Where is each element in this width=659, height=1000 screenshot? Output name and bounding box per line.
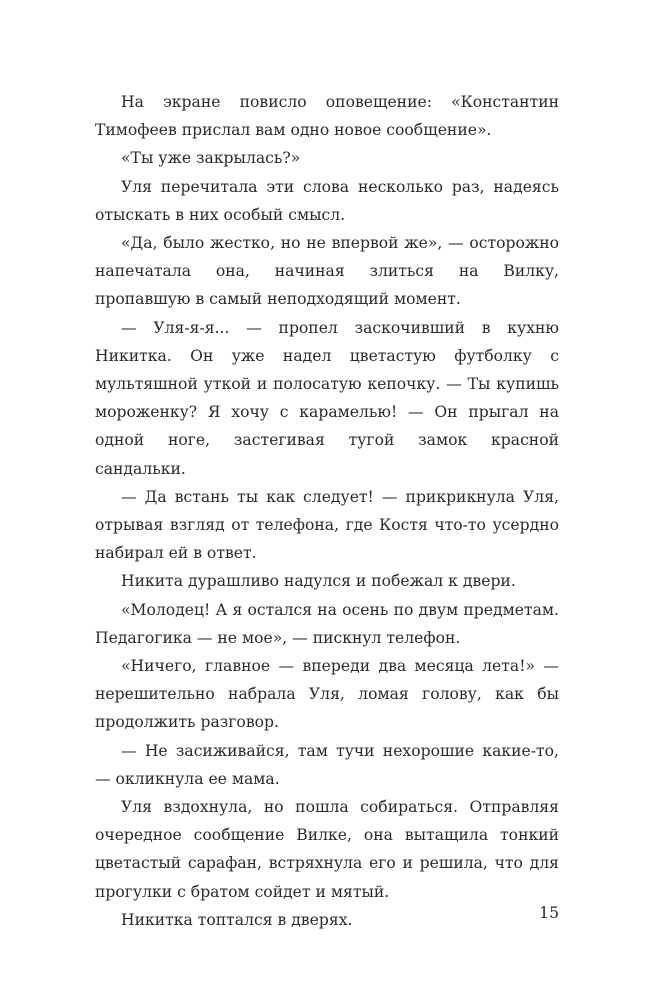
paragraph: — Не засиживайся, там тучи нехорошие какие-то, — окликнула ее мама.: [95, 741, 559, 788]
paragraph: «Да, было жестко, но не впервой же», — осторожно напечатала она, начиная злиться на Вилку, пропавшую в самый неподходящий момент.: [95, 234, 559, 309]
paragraph: «Молодец! А я остался на осень по двум предметам. Педагогика — не мое», — пискнул телефон.: [95, 600, 559, 647]
paragraph: «Ты уже закрылась?»: [121, 149, 301, 168]
page-number: 15: [539, 904, 559, 922]
paragraph: — Да встань ты как следует! — прикрикнула Уля, отрывая взгляд от телефона, где Костя что-то усердно набирал ей в ответ.: [95, 487, 559, 563]
paragraph: Никитка топтался в дверях.: [121, 910, 353, 929]
paragraph: На экране повисло оповещение: «Константин Тимофеев прислал вам одно новое сообщение».: [95, 93, 559, 140]
paragraph: Никита дурашливо надулся и побежал к двери.: [121, 572, 516, 591]
body-text: [95, 88, 559, 934]
paragraph: Уля вздохнула, но пошла собираться. Отправляя очередное сообщение Вилке, она вытащила тонкий цветастый сарафан, встряхнула его и решила, что для прогулки с братом сойдет и мятый.: [95, 798, 559, 901]
paragraph: «Ничего, главное — впереди два месяца лета!» — нерешительно набрала Уля, ломая голову, как бы продолжить разговор.: [95, 657, 559, 732]
paragraph: Уля перечитала эти слова несколько раз, надеясь отыскать в них особый смысл.: [95, 177, 559, 224]
paragraph: — Уля-я-я... — пропел заскочивший в кухню Никитка. Он уже надел цветастую футболку с мультяшной уткой и полосатую кепочку. — Ты купишь мороженку? Я хочу с карамелью! — Он прыгал на одной ноге, застегивая тугой замок красной сандальки.: [95, 318, 559, 478]
